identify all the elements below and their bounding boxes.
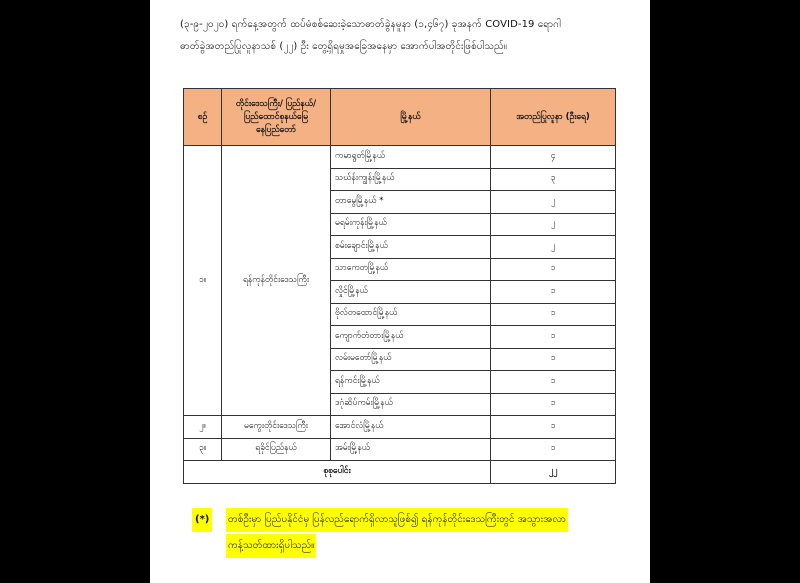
table-row — [184, 438, 616, 461]
row-count: ၁ — [491, 393, 616, 416]
row-count: ၂ — [491, 191, 616, 214]
row-count: ၂ — [491, 236, 616, 259]
row-township: စမ်းချောင်းမြို့နယ် — [331, 236, 491, 259]
table-body — [184, 146, 616, 484]
row-township: သာကေတမြို့နယ် — [331, 258, 491, 281]
row-count: ၃ — [491, 168, 616, 191]
row-township: ရန်ကင်းမြို့နယ် — [331, 371, 491, 394]
total-label: စုစုပေါင်း — [184, 461, 491, 484]
intro-line-1: (၃-၉-၂၀၂၀) ရက်နေ့အတွက် ထပ်မံစစ်ဆေးခဲ့သောဓာတ်ခွဲနမူနာ (၁,၄၆၇) ခုအနက် COVID-19 ရောဂါ — [180, 19, 561, 30]
total-row — [184, 461, 616, 484]
footnote-line-2: ကန့်သတ်ထားရှိပါသည်။ — [226, 534, 316, 558]
table-header-row — [184, 89, 616, 146]
row-region: ရန်ကုန်တိုင်းဒေသကြီး — [222, 146, 331, 416]
row-count: ၁ — [491, 416, 616, 439]
header-no: စဉ် — [184, 89, 222, 146]
header-count: အတည်ပြုလူနာ (ဦးရေ) — [491, 89, 616, 146]
intro-paragraph — [180, 14, 642, 58]
row-count: ၁ — [491, 326, 616, 349]
row-township: ကမာရွတ်မြို့နယ် — [331, 146, 491, 169]
footnote-marker: (*) — [192, 508, 212, 532]
row-count: ၁ — [491, 371, 616, 394]
header-region: တိုင်းဒေသကြီး/ ပြည်နယ်/ ပြည်ထောင်စုနယ်မြေ နေပြည်တော် — [222, 89, 331, 146]
row-township: လမ်းမတော်မြို့နယ် — [331, 348, 491, 371]
row-no: ၁။ — [184, 146, 222, 416]
row-township: ကျောက်တံတားမြို့နယ် — [331, 326, 491, 349]
footnote-line-1: တစ်ဦးမှာ ပြည်ပနိုင်ငံမှ ပြန်လည်ရောက်ရှိလာသူဖြစ်၍ ရန်ကုန်တိုင်းဒေသကြီးတွင် အသွားအလာ — [226, 508, 568, 532]
row-township: အမ်းမြို့နယ် — [331, 438, 491, 461]
row-region: ရခိုင်ပြည်နယ် — [222, 438, 331, 461]
header-township: မြို့နယ် — [331, 89, 491, 146]
intro-line-2: ဓာတ်ခွဲအတည်ပြုလူနာသစ် (၂၂) ဦး တွေ့ရှိရမှုအခြေအနေမှာ အောက်ပါအတိုင်းဖြစ်ပါသည်။ — [180, 41, 507, 52]
total-value: ၂၂ — [491, 461, 616, 484]
table-row — [184, 146, 616, 169]
row-township: သဃ်န်းကျွန်းမြို့နယ် — [331, 168, 491, 191]
row-count: ၁ — [491, 348, 616, 371]
row-count: ၁ — [491, 303, 616, 326]
row-no: ၃။ — [184, 438, 222, 461]
row-count: ၁ — [491, 258, 616, 281]
row-region: မကွေးတိုင်းဒေသကြီး — [222, 416, 331, 439]
row-count: ၁ — [491, 438, 616, 461]
row-count: ၄ — [491, 146, 616, 169]
row-township: အောင်လံမြို့နယ် — [331, 416, 491, 439]
row-township: တာမွေမြို့နယ် * — [331, 191, 491, 214]
cases-table — [183, 88, 616, 484]
row-township: ဗိုလ်တထောင်မြို့နယ် — [331, 303, 491, 326]
row-count: ၂ — [491, 213, 616, 236]
table-row — [184, 416, 616, 439]
document-page — [150, 0, 650, 583]
row-township: မရမ်းကုန်းမြို့နယ် — [331, 213, 491, 236]
row-township: ဒဂုံဆိပ်ကမ်းမြို့နယ် — [331, 393, 491, 416]
row-count: ၁ — [491, 281, 616, 304]
row-township: လှိုင်မြို့နယ် — [331, 281, 491, 304]
row-no: ၂။ — [184, 416, 222, 439]
